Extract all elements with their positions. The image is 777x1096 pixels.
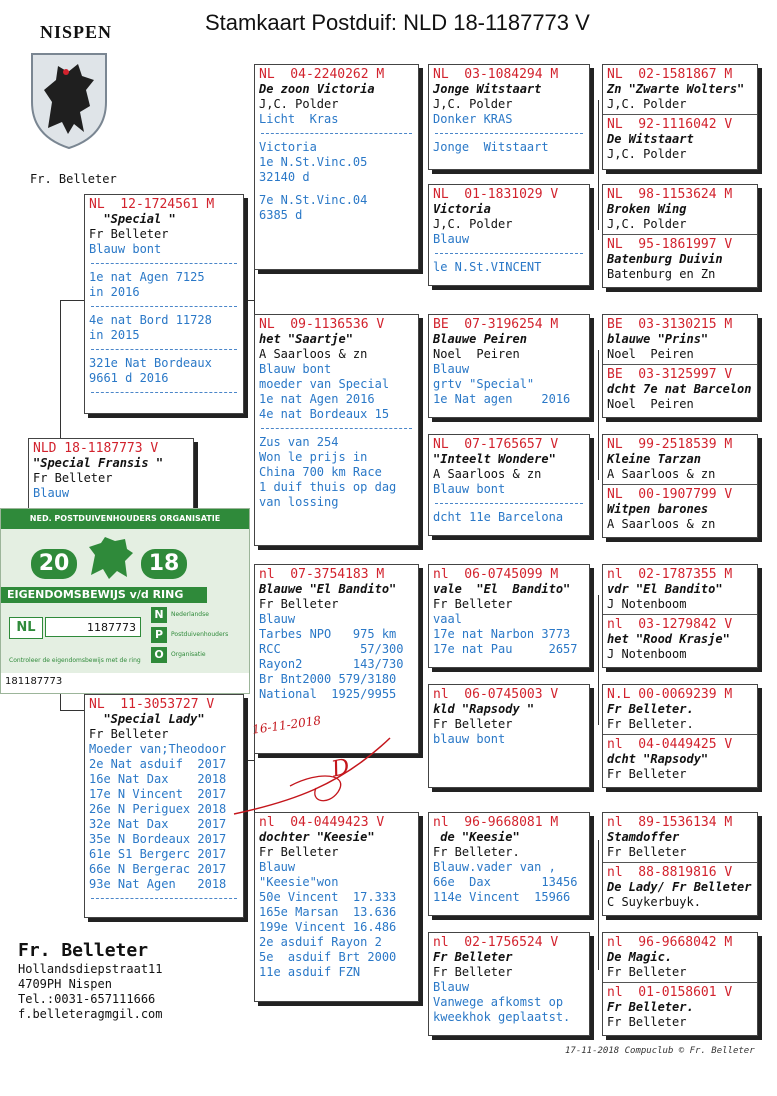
ring-number: nl 03-1279842 V xyxy=(607,617,733,632)
pigeon-name: Witpen barones xyxy=(607,502,709,516)
pigeon-info-line: Blauw xyxy=(433,980,470,994)
pigeon-info-line: Vanwege afkomst op xyxy=(433,995,564,1009)
pigeon-info-line: 5e asduif Brt 2000 xyxy=(259,950,397,964)
pigeon-card-father-father xyxy=(254,64,419,270)
handwritten-mark: D xyxy=(329,754,353,783)
breeder: C Suykerbuyk. xyxy=(607,895,701,909)
card-divider xyxy=(603,862,757,863)
pigeon-info-line: 17e nat Pau 2657 xyxy=(433,642,578,656)
card-divider xyxy=(603,734,757,735)
ring-number: nl 89-1536134 M xyxy=(607,815,733,830)
pigeon-info-line: dcht 11e Barcelona xyxy=(433,510,564,524)
contact-name: Fr. Belleter xyxy=(18,940,149,961)
card-divider xyxy=(603,484,757,485)
pigeon-info-line: 32140 d xyxy=(259,170,310,184)
ring-number: NL 92-1116042 V xyxy=(607,117,733,132)
pigeon-card-mmm xyxy=(428,932,590,1036)
pigeon-name: de "Keesie" xyxy=(433,830,520,844)
card-divider xyxy=(603,234,757,235)
pigeon-name: Fr Belleter xyxy=(433,950,513,964)
ring-number: nl 02-1756524 V xyxy=(433,935,559,950)
breeder: Fr Belleter xyxy=(433,717,513,731)
pigeon-info-line: 1e nat Agen 2016 xyxy=(259,392,375,406)
pigeon-card-mff xyxy=(428,564,590,668)
pigeon-pair-card-3 xyxy=(602,314,758,418)
pigeon-info-line: Blauw.vader van , xyxy=(433,860,556,874)
pigeon-info-line: Blauw bont xyxy=(89,242,162,256)
pigeon-info-line: blauw bont xyxy=(433,732,506,746)
pigeon-name: Broken Wing xyxy=(607,202,687,216)
certificate-country: NL xyxy=(9,617,43,639)
lion-emblem-icon xyxy=(85,535,135,583)
breeder: J,C. Polder xyxy=(607,217,687,231)
pigeon-info-line: 2e asduif Rayon 2 xyxy=(259,935,382,949)
pigeon-info-line: 16e Nat Dax 2018 xyxy=(89,772,227,786)
pigeon-name: Batenburg Duivin xyxy=(607,252,723,266)
pigeon-card-father xyxy=(84,194,244,414)
contact-phone: Tel.:0031-657111666 xyxy=(18,992,156,1006)
connector-line xyxy=(598,595,599,725)
ring-number: NL 12-1724561 M xyxy=(89,197,215,212)
dashed-separator xyxy=(435,503,583,504)
ring-number: nl 88-8819816 V xyxy=(607,865,733,880)
pigeon-info-line: 1 duif thuis op dag xyxy=(259,480,397,494)
breeder: Noel Peiren xyxy=(433,347,520,361)
certificate-ring-number: 1187773 xyxy=(45,617,141,637)
ring-number: BE 03-3125997 V xyxy=(607,367,733,382)
pigeon-name: Stamdoffer xyxy=(607,830,680,844)
pigeon-pair-card-1 xyxy=(602,64,758,170)
dashed-separator xyxy=(261,133,412,134)
breeder: A Saarloos & zn xyxy=(259,347,368,361)
pigeon-pair-card-2 xyxy=(602,184,758,288)
card-divider xyxy=(603,982,757,983)
pigeon-info-line: vaal xyxy=(433,612,462,626)
owner-caption: Fr. Belleter xyxy=(30,172,117,186)
certificate-barcode-number: 181187773 xyxy=(1,673,249,693)
pigeon-name: Zn "Zwarte Wolters" xyxy=(607,82,745,96)
connector-line xyxy=(420,120,421,250)
pigeon-info-line: 26e N Periguex 2018 xyxy=(89,802,227,816)
ring-number: nl 04-0449423 V xyxy=(259,815,385,830)
pigeon-name: dcht 7e nat Barcelon xyxy=(607,382,752,396)
pigeon-name: "Special " xyxy=(89,212,176,226)
certificate-year-right: 18 xyxy=(141,549,187,579)
pigeon-name: Fr Belleter. xyxy=(607,1000,694,1014)
breeder: Fr Belleter xyxy=(259,845,339,859)
certificate-letter: O xyxy=(151,647,167,663)
pigeon-info-line: 17e N Vincent 2017 xyxy=(89,787,227,801)
ring-number: nl 96-9668042 M xyxy=(607,935,733,950)
certificate-word: Postduivenhouders xyxy=(171,631,229,638)
pigeon-name: vdr "El Bandito" xyxy=(607,582,723,596)
ring-number: BE 03-3130215 M xyxy=(607,317,733,332)
pigeon-name: Jonge Witstaart xyxy=(433,82,542,96)
connector-line xyxy=(420,850,421,980)
pigeon-name: De Magic. xyxy=(607,950,673,964)
contact-email[interactable]: f.belleteragmgil.com xyxy=(18,1007,163,1021)
breeder: J,C. Polder xyxy=(607,147,687,161)
pigeon-info-line: 4e nat Bordeaux 15 xyxy=(259,407,390,421)
ring-number: NL 99-2518539 M xyxy=(607,437,733,452)
certificate-year-left: 20 xyxy=(31,549,77,579)
pigeon-info-line: 66e N Bergerac 2017 xyxy=(89,862,227,876)
ring-number: BE 07-3196254 M xyxy=(433,317,559,332)
pigeon-info-line: 114e Vincent 15966 xyxy=(433,890,571,904)
pigeon-name: De zoon Victoria xyxy=(259,82,375,96)
pigeon-info-line: 11e asduif FZN xyxy=(259,965,361,979)
breeder: A Saarloos & zn xyxy=(433,467,542,481)
breeder: Fr Belleter xyxy=(89,727,169,741)
pigeon-info-line: RCC 57/300 xyxy=(259,642,404,656)
pigeon-name: vale "El Bandito" xyxy=(433,582,571,596)
pigeon-card-ffm xyxy=(428,184,590,286)
pigeon-info-line: Victoria xyxy=(259,140,317,154)
connector-line xyxy=(60,710,86,711)
club-name: NISPEN xyxy=(40,22,113,42)
dashed-separator xyxy=(435,253,583,254)
breeder: Fr Belleter xyxy=(607,767,687,781)
dashed-separator xyxy=(91,392,237,393)
pigeon-name: Fr Belleter. xyxy=(607,702,694,716)
pigeon-name: Blauwe Peiren xyxy=(433,332,527,346)
pigeon-name: "Special Lady" xyxy=(89,712,205,726)
pigeon-pair-card-4 xyxy=(602,434,758,538)
certificate-band: EIGENDOMSBEWIJS v/d RING xyxy=(1,587,207,603)
ring-number: nl 96-9668081 M xyxy=(433,815,559,830)
pigeon-name: het "Rood Krasje" xyxy=(607,632,730,646)
breeder: J Notenboom xyxy=(607,597,687,611)
pigeon-info-line: 6385 d xyxy=(259,208,303,222)
ring-number: NL 09-1136536 V xyxy=(259,317,385,332)
pigeon-info-line: in 2015 xyxy=(89,328,140,342)
pigeon-info-line: 165e Marsan 13.636 xyxy=(259,905,397,919)
pigeon-name: Blauwe "El Bandito" xyxy=(259,582,397,596)
contact-street: Hollandsdiepstraat11 xyxy=(18,962,163,976)
ring-number: NL 00-1907799 V xyxy=(607,487,733,502)
certificate-word: Organisatie xyxy=(171,651,206,658)
ring-number: NLD 18-1187773 V xyxy=(33,441,159,456)
pigeon-info-line: Blauw xyxy=(259,612,296,626)
pigeon-card-mmf xyxy=(428,812,590,916)
pigeon-info-line: Blauw bont xyxy=(433,482,506,496)
pigeon-name: De Witstaart xyxy=(607,132,694,146)
breeder: Fr Belleter xyxy=(433,965,513,979)
pigeon-info-line: Won le prijs in xyxy=(259,450,368,464)
pigeon-info-line: Tarbes NPO 975 km xyxy=(259,627,397,641)
breeder: Fr Belleter xyxy=(33,471,113,485)
pigeon-info-line: 1e N.St.Vinc.05 xyxy=(259,155,368,169)
pigeon-info-line: "Keesie"won xyxy=(259,875,339,889)
pigeon-info-line: 321e Nat Bordeaux xyxy=(89,356,212,370)
breeder: Batenburg en Zn xyxy=(607,267,716,281)
ring-number: nl 06-0745003 V xyxy=(433,687,559,702)
pigeon-info-line: National 1925/9955 xyxy=(259,687,397,701)
contact-block xyxy=(18,940,163,1022)
pigeon-info-line: Blauw xyxy=(259,860,296,874)
pigeon-card-fmf xyxy=(428,314,590,418)
connector-line xyxy=(420,360,421,490)
pigeon-name: De Lady/ Fr Belleter xyxy=(607,880,752,894)
certificate-word: Nederlandse xyxy=(171,611,209,618)
breeder: Fr Belleter xyxy=(607,1015,687,1029)
pigeon-info-line: China 700 km Race xyxy=(259,465,382,479)
ring-number: nl 06-0745099 M xyxy=(433,567,559,582)
connector-line xyxy=(60,300,86,301)
breeder: Fr Belleter xyxy=(433,597,513,611)
card-divider xyxy=(603,614,757,615)
pigeon-pair-card-6 xyxy=(602,684,758,788)
ring-number: nl 04-0449425 V xyxy=(607,737,733,752)
connector-line xyxy=(598,100,599,230)
pigeon-info-line: Br Bnt2000 579/3180 xyxy=(259,672,397,686)
pigeon-info-line: moeder van Special xyxy=(259,377,390,391)
pigeon-info-line: 50e Vincent 17.333 xyxy=(259,890,397,904)
dashed-separator xyxy=(91,898,237,899)
breeder: J,C. Polder xyxy=(259,97,339,111)
pigeon-card-subject xyxy=(28,438,194,514)
pigeon-name: blauwe "Prins" xyxy=(607,332,709,346)
pigeon-info-line: Donker KRAS xyxy=(433,112,513,126)
ring-number: nl 02-1787355 M xyxy=(607,567,733,582)
pigeon-info-line: 93e Nat Agen 2018 xyxy=(89,877,227,891)
pigeon-info-line: Moeder van;Theodoor xyxy=(89,742,227,756)
ring-number: NL 01-1831029 V xyxy=(433,187,559,202)
breeder: Fr Belleter xyxy=(259,597,339,611)
breeder: J,C. Polder xyxy=(607,97,687,111)
pigeon-info-line: Blauw xyxy=(433,232,470,246)
breeder: A Saarloos & zn xyxy=(607,517,716,531)
pigeon-info-line: grtv "Special" xyxy=(433,377,535,391)
pigeon-card-fmm xyxy=(428,434,590,536)
pigeon-info-line: Blauw xyxy=(433,362,470,376)
pigeon-name: "Special Fransis " xyxy=(33,456,164,470)
connector-line xyxy=(598,840,599,970)
pigeon-info-line: 66e Dax 13456 xyxy=(433,875,578,889)
pigeon-info-line: 9661 d 2016 xyxy=(89,371,169,385)
pigeon-info-line: 4e nat Bord 11728 xyxy=(89,313,212,327)
pigeon-info-line: Blauw xyxy=(33,486,70,500)
ring-number: NL 07-1765657 V xyxy=(433,437,559,452)
connector-line xyxy=(598,350,599,480)
dashed-separator xyxy=(91,306,237,307)
coat-of-arms-logo xyxy=(28,50,110,150)
pigeon-info-line: 32e Nat Dax 2017 xyxy=(89,817,227,831)
pigeon-card-mother-mother xyxy=(254,812,419,1002)
ring-number: nl 01-0158601 V xyxy=(607,985,733,1000)
pigeon-info-line: 7e N.St.Vinc.04 xyxy=(259,193,368,207)
card-divider xyxy=(603,114,757,115)
breeder: Fr Belleter xyxy=(89,227,169,241)
ring-number: NL 98-1153624 M xyxy=(607,187,733,202)
pigeon-name: het "Saartje" xyxy=(259,332,353,346)
ring-number: NL 02-1581867 M xyxy=(607,67,733,82)
dashed-separator xyxy=(91,263,237,264)
connector-line xyxy=(420,600,421,730)
pigeon-info-line: in 2016 xyxy=(89,285,140,299)
pigeon-info-line: Blauw bont xyxy=(259,362,332,376)
pigeon-name: "Inteelt Wondere" xyxy=(433,452,556,466)
pigeon-pair-card-8 xyxy=(602,932,758,1036)
ring-number: nl 07-3754183 M xyxy=(259,567,385,582)
ring-number: N.L 00-0069239 M xyxy=(607,687,733,702)
pigeon-info-line: Zus van 254 xyxy=(259,435,339,449)
ring-number: NL 11-3053727 V xyxy=(89,697,215,712)
pigeon-info-line: 1e Nat agen 2016 xyxy=(433,392,571,406)
ring-number: NL 04-2240262 M xyxy=(259,67,385,82)
handwritten-date: 16-11-2018 xyxy=(251,713,322,737)
footer-credit: 17-11-2018 Compuclub © Fr. Belleter xyxy=(565,1046,755,1056)
pigeon-name: kld "Rapsody " xyxy=(433,702,535,716)
pigeon-name: Victoria xyxy=(433,202,491,216)
connector-line xyxy=(244,300,254,301)
pigeon-info-line: Rayon2 143/730 xyxy=(259,657,404,671)
pigeon-info-line: 2e Nat asduif 2017 xyxy=(89,757,227,771)
certificate-header: NED. POSTDUIVENHOUDERS ORGANISATIE xyxy=(1,509,249,529)
breeder: J,C. Polder xyxy=(433,97,513,111)
dashed-separator xyxy=(261,428,412,429)
pigeon-name: dochter "Keesie" xyxy=(259,830,375,844)
contact-city: 4709PH Nispen xyxy=(18,977,112,991)
breeder: Fr Belleter xyxy=(607,965,687,979)
breeder: Fr Belleter. xyxy=(607,717,694,731)
pigeon-card-mfm xyxy=(428,684,590,788)
pigeon-name: dcht "Rapsody" xyxy=(607,752,709,766)
certificate-letter: N xyxy=(151,607,167,623)
certificate-letter: P xyxy=(151,627,167,643)
pigeon-info-line: Licht Kras xyxy=(259,112,339,126)
dashed-separator xyxy=(91,349,237,350)
pigeon-card-fff xyxy=(428,64,590,170)
pigeon-pair-card-7 xyxy=(602,812,758,916)
breeder: Noel Peiren xyxy=(607,397,694,411)
card-divider xyxy=(603,364,757,365)
pigeon-card-father-mother xyxy=(254,314,419,546)
pigeon-info-line: 17e nat Narbon 3773 xyxy=(433,627,571,641)
breeder: Fr Belleter xyxy=(607,845,687,859)
breeder: Noel Peiren xyxy=(607,347,694,361)
pigeon-info-line: le N.St.VINCENT xyxy=(433,260,542,274)
pigeon-info-line: kweekhok geplaatst. xyxy=(433,1010,571,1024)
breeder: J Notenboom xyxy=(607,647,687,661)
pigeon-info-line: van lossing xyxy=(259,495,339,509)
handwritten-signature xyxy=(230,730,400,830)
breeder: Fr Belleter. xyxy=(433,845,520,859)
pigeon-info-line: Jonge Witstaart xyxy=(433,140,549,154)
ring-number: NL 03-1084294 M xyxy=(433,67,559,82)
pigeon-info-line: 199e Vincent 16.486 xyxy=(259,920,397,934)
pigeon-pair-card-5 xyxy=(602,564,758,668)
pigeon-info-line: 35e N Bordeaux 2017 xyxy=(89,832,227,846)
pigeon-info-line: 61e S1 Bergerc 2017 xyxy=(89,847,227,861)
pigeon-name: Kleine Tarzan xyxy=(607,452,701,466)
pigeon-info-line: 1e nat Agen 7125 xyxy=(89,270,205,284)
ownership-certificate-sticker xyxy=(0,508,250,694)
pigeon-card-mother xyxy=(84,694,244,918)
ring-number: NL 95-1861997 V xyxy=(607,237,733,252)
breeder: J,C. Polder xyxy=(433,217,513,231)
page-title: Stamkaart Postduif: NLD 18-1187773 V xyxy=(205,10,590,35)
breeder: A Saarloos & zn xyxy=(607,467,716,481)
certificate-small-text: Controleer de eigendomsbewijs met de ring xyxy=(9,657,141,664)
dashed-separator xyxy=(435,133,583,134)
